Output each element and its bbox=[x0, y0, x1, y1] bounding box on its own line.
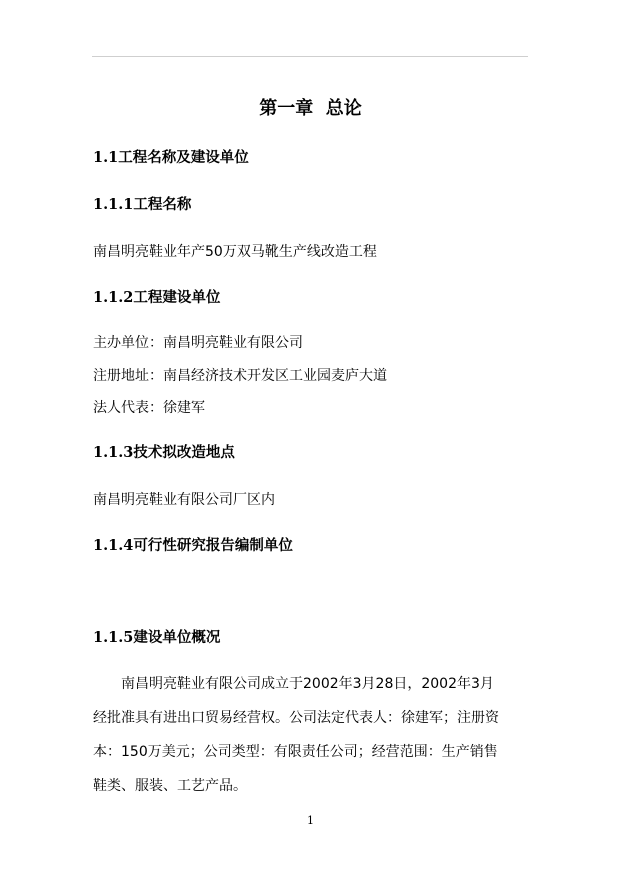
paragraph-line: 经批准具有进出口贸易经营权。公司法定代表人：徐建军；注册资 bbox=[93, 710, 499, 726]
sponsor-text: 主办单位：南昌明亮鞋业有限公司 bbox=[93, 335, 303, 351]
paragraph-line: 南昌明亮鞋业有限公司成立于2002年3月28日，2002年3月 bbox=[121, 676, 494, 692]
heading-1-1-2: 1.1.2工程建设单位 bbox=[93, 289, 221, 306]
heading-1-1-4: 1.1.4可行性研究报告编制单位 bbox=[93, 537, 293, 554]
page-number: 1 bbox=[307, 814, 314, 827]
heading-1-1-5: 1.1.5建设单位概况 bbox=[93, 629, 221, 646]
location-text: 南昌明亮鞋业有限公司厂区内 bbox=[93, 492, 275, 508]
heading-1-1: 1.1工程名称及建设单位 bbox=[93, 149, 249, 166]
paragraph-line: 鞋类、服装、工艺产品。 bbox=[93, 778, 247, 794]
chapter-title: 第一章 总论 bbox=[259, 98, 362, 119]
header-rule bbox=[92, 56, 528, 57]
heading-1-1-3: 1.1.3技术拟改造地点 bbox=[93, 444, 235, 461]
project-name-text: 南昌明亮鞋业年产50万双马靴生产线改造工程 bbox=[93, 244, 377, 260]
legal-representative-text: 法人代表：徐建军 bbox=[93, 400, 205, 416]
address-text: 注册地址：南昌经济技术开发区工业园麦庐大道 bbox=[93, 368, 387, 384]
heading-1-1-1: 1.1.1工程名称 bbox=[93, 196, 192, 213]
paragraph-line: 本：150万美元；公司类型：有限责任公司；经营范围：生产销售 bbox=[93, 744, 498, 760]
